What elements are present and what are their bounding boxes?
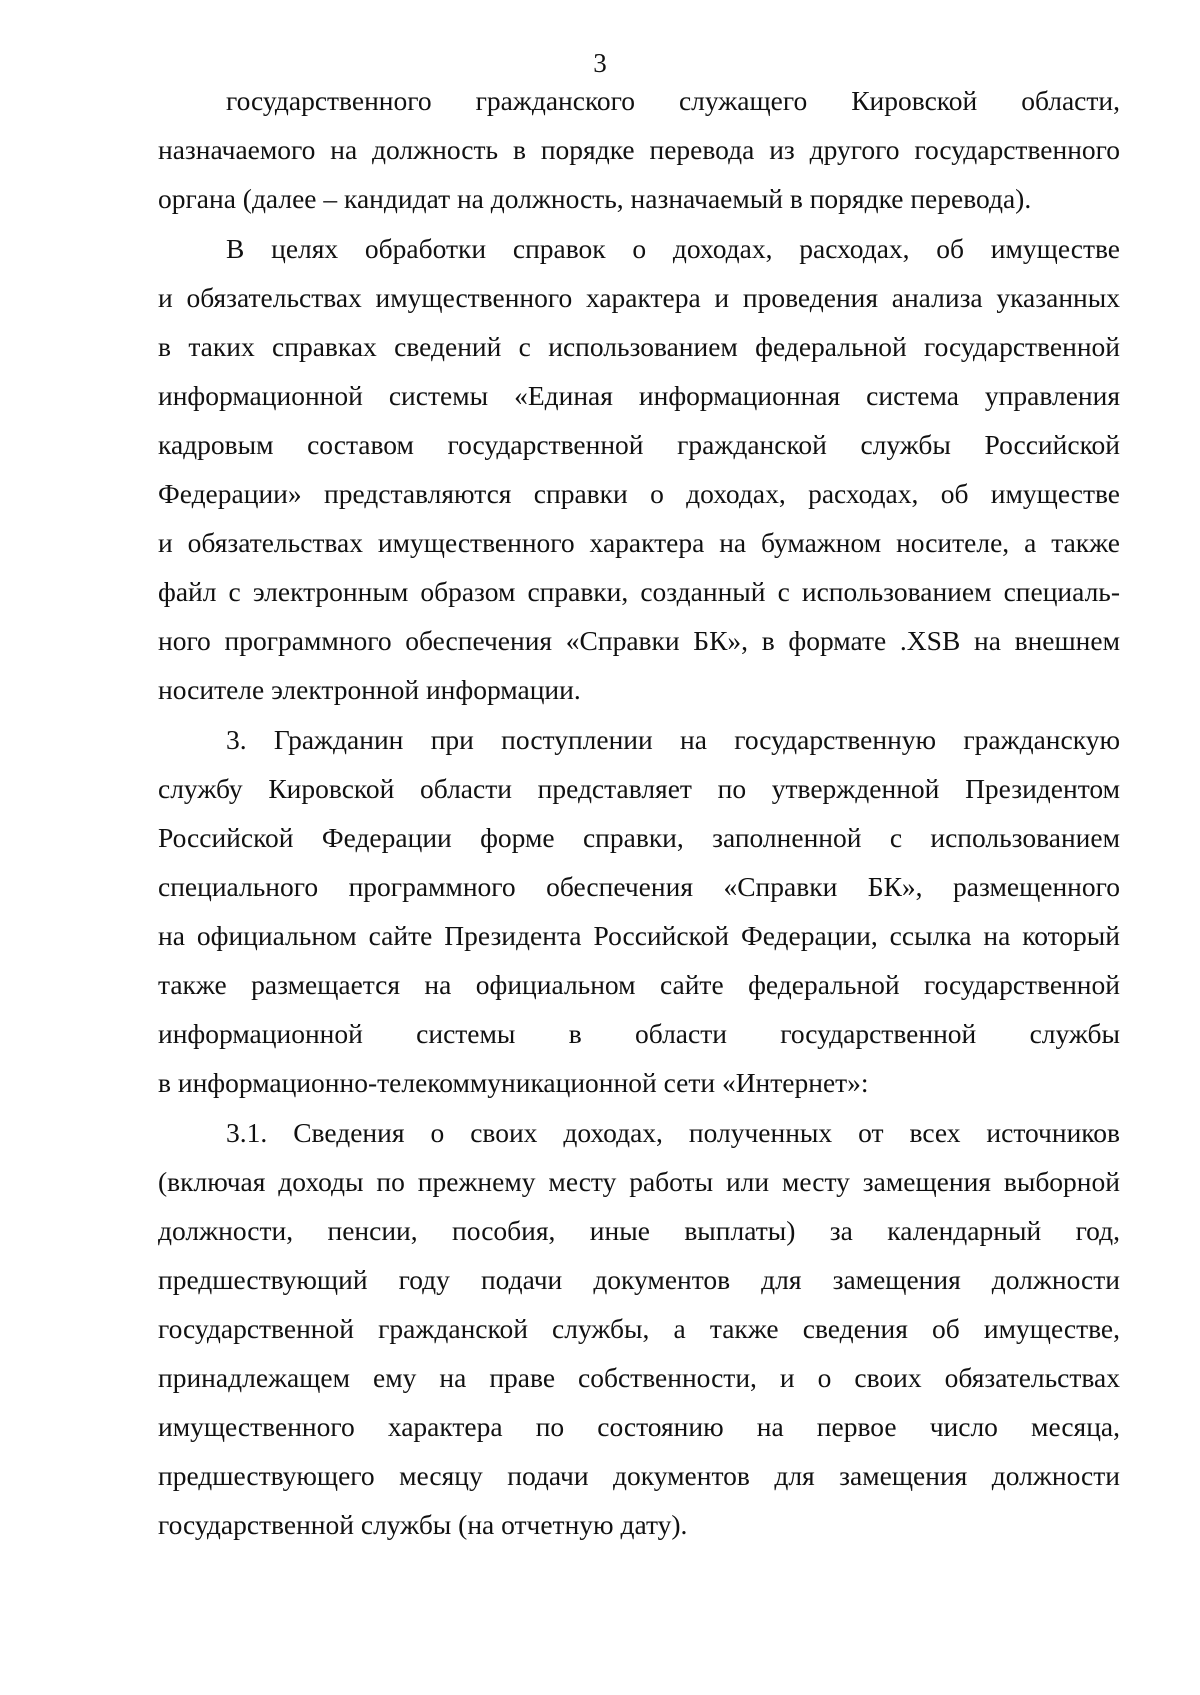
text-line: имущественного характера по состоянию на первое число месяца, [158, 1411, 1120, 1442]
text-line: 3.1. Сведения о своих доходах, полученных от всех источников [226, 1117, 1120, 1148]
document-body [158, 76, 1120, 1549]
text-line: 3. Гражданин при поступлении на государственную гражданскую [226, 724, 1120, 755]
text-line: и обязательствах имущественного характера и проведения анализа указанных [158, 282, 1120, 313]
paragraph-4 [158, 1108, 1120, 1549]
text-line: и обязательствах имущественного характера на бумажном носителе, а также [158, 527, 1120, 558]
text-line: органа (далее – кандидат на должность, назначаемый в порядке перевода). [158, 183, 1032, 214]
text-line: государственного гражданского служащего Кировской области, [226, 85, 1120, 116]
text-line: в информационно-телекоммуникационной сети «Интернет»: [158, 1067, 869, 1098]
text-line: принадлежащем ему на праве собственности, и о своих обязательствах [158, 1362, 1120, 1393]
text-line: Российской Федерации форме справки, заполненной с использованием [158, 822, 1120, 853]
text-line: государственной гражданской службы, а также сведения об имуществе, [158, 1313, 1120, 1344]
paragraph-1 [158, 76, 1120, 223]
text-line: информационной системы в области государственной службы [158, 1018, 1120, 1049]
text-line: кадровым составом государственной гражданской службы Российской [158, 429, 1120, 460]
text-line: назначаемого на должность в порядке перевода из другого государственного [158, 134, 1120, 165]
text-line: государственной службы (на отчетную дату). [158, 1509, 688, 1540]
text-line: должности, пенсии, пособия, иные выплаты) за календарный год, [158, 1215, 1120, 1246]
text-line: носителе электронной информации. [158, 674, 581, 705]
paragraph-2 [158, 224, 1120, 714]
text-line: файл с электронным образом справки, созданный с использованием специаль- [158, 576, 1120, 607]
text-line: ного программного обеспечения «Справки БК», в формате .XSB на внешнем [158, 625, 1120, 656]
paragraph-3 [158, 715, 1120, 1107]
text-line: Федерации» представляются справки о доходах, расходах, об имуществе [158, 478, 1120, 509]
text-line: на официальном сайте Президента Российской Федерации, ссылка на который [158, 920, 1120, 951]
text-line: службу Кировской области представляет по утвержденной Президентом [158, 773, 1120, 804]
text-line: специального программного обеспечения «Справки БК», размещенного [158, 871, 1120, 902]
text-line: также размещается на официальном сайте федеральной государственной [158, 969, 1120, 1000]
text-line: информационной системы «Единая информационная система управления [158, 380, 1120, 411]
text-line: предшествующего месяцу подачи документов для замещения должности [158, 1460, 1120, 1491]
text-line: (включая доходы по прежнему месту работы или месту замещения выборной [158, 1166, 1120, 1197]
text-line: В целях обработки справок о доходах, расходах, об имуществе [226, 233, 1120, 264]
page-number: 3 [593, 48, 607, 78]
text-line: в таких справках сведений с использованием федеральной государственной [158, 331, 1120, 362]
text-line: предшествующий году подачи документов для замещения должности [158, 1264, 1120, 1295]
